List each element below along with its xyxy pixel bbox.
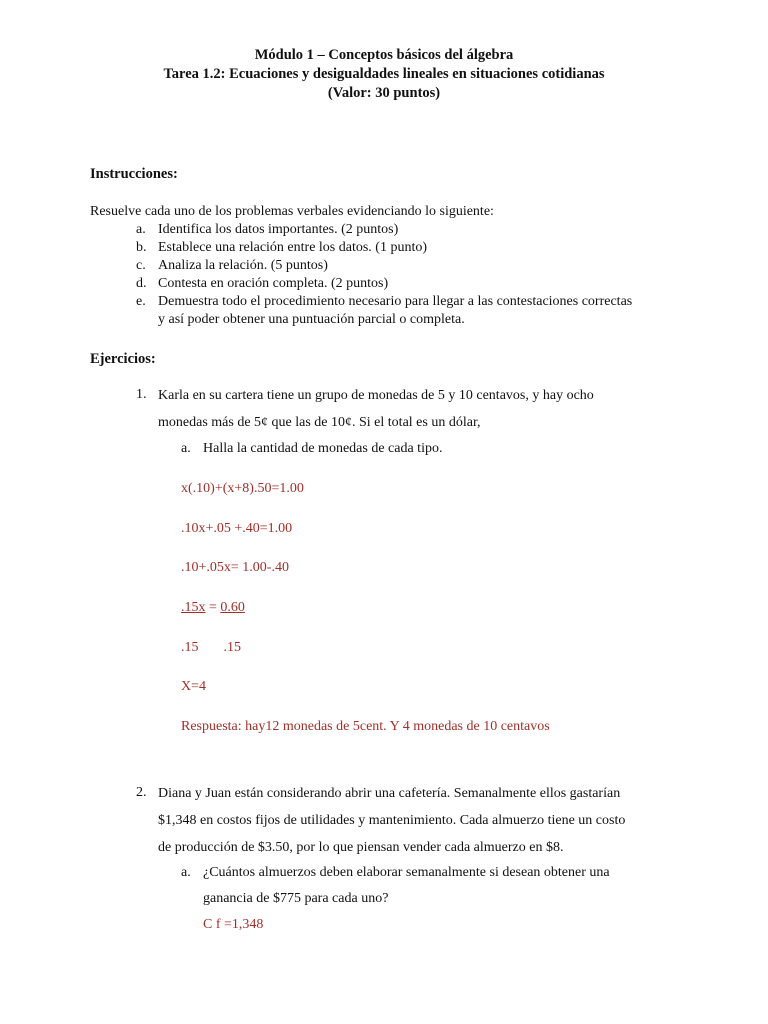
exercise-1-subitem-a	[181, 441, 442, 457]
work-equation-1: x(.10)+(x+8).50=1.00	[181, 481, 304, 496]
exercise-2-text	[158, 780, 658, 861]
exercise-1-text	[158, 382, 638, 436]
exercise-2-subitem-a	[181, 865, 610, 881]
work-equation-3: .10+.05x= 1.00-.40	[181, 560, 289, 575]
equation-denominator-left: .15	[181, 640, 199, 655]
exercise-2-number: 2.	[136, 785, 147, 800]
list-item-text: Demuestra todo el procedimiento necesario para llegar a las contestaciones correctas	[158, 294, 633, 309]
work-equation-5	[181, 640, 241, 656]
instructions-title: Instrucciones:	[90, 166, 178, 182]
instruction-item-a	[136, 221, 398, 239]
exercises-title: Ejercicios:	[90, 351, 156, 367]
equation-equals: =	[205, 600, 221, 615]
task-value: (Valor: 30 puntos)	[327, 85, 441, 101]
exercise-1-line: monedas más de 5¢ que las de 10¢. Si el total es un dólar,	[158, 415, 481, 430]
instructions-intro: Resuelve cada uno de los problemas verbales evidenciando lo siguiente:	[90, 204, 494, 219]
exercise-1-answer: Respuesta: hay12 monedas de 5cent. Y 4 monedas de 10 centavos	[181, 719, 550, 734]
subitem-text: Halla la cantidad de monedas de cada tipo.	[203, 441, 443, 456]
list-item-text: Establece una relación entre los datos. (1 punto)	[158, 240, 428, 255]
list-item-text: Identifica los datos importantes. (2 puntos)	[158, 222, 399, 237]
exercise-2-subitem-a-continuation: ganancia de $775 para cada uno?	[203, 891, 389, 906]
exercise-2-line: $1,348 en costos fijos de utilidades y mantenimiento. Cada almuerzo tiene un costo	[158, 813, 626, 828]
instruction-item-b	[136, 239, 427, 257]
exercise-1-number: 1.	[136, 387, 147, 402]
work-equation-6: X=4	[181, 679, 207, 694]
equation-numerator-left: .15x	[181, 600, 206, 615]
instruction-item-e-continuation: y así poder obtener una puntuación parcial o completa.	[158, 312, 465, 327]
equation-numerator-right: 0.60	[220, 600, 245, 615]
subitem-text: ¿Cuántos almuerzos deben elaborar semanalmente si desean obtener una	[203, 865, 610, 880]
list-item-text: Contesta en oración completa. (2 puntos)	[158, 276, 389, 291]
list-marker: a.	[136, 222, 146, 237]
list-marker: c.	[136, 258, 146, 273]
list-marker: a.	[181, 441, 191, 456]
exercise-2-work-equation-1: C f =1,348	[203, 917, 264, 932]
exercise-2-line: de producción de $3.50, por lo que piensan vender cada almuerzo en $8.	[158, 840, 564, 855]
exercise-1-line: Karla en su cartera tiene un grupo de monedas de 5 y 10 centavos, y hay ocho	[158, 388, 594, 403]
document-header	[0, 46, 768, 103]
work-equation-2: .10x+.05 +.40=1.00	[181, 521, 293, 536]
exercise-2-line: Diana y Juan están considerando abrir una cafetería. Semanalmente ellos gastarían	[158, 786, 621, 801]
instruction-item-d	[136, 275, 388, 293]
list-marker: b.	[136, 240, 147, 255]
list-marker: e.	[136, 294, 146, 309]
equation-denominator-right: .15	[223, 640, 241, 655]
list-marker: d.	[136, 276, 147, 291]
task-title: Tarea 1.2: Ecuaciones y desigualdades lineales en situaciones cotidianas	[163, 66, 605, 82]
list-item-text: Analiza la relación. (5 puntos)	[158, 258, 328, 273]
work-equation-4	[181, 600, 245, 616]
module-title: Módulo 1 – Conceptos básicos del álgebra	[254, 47, 514, 63]
list-marker: a.	[181, 865, 191, 880]
instruction-item-e	[136, 293, 632, 311]
instruction-item-c	[136, 257, 328, 275]
